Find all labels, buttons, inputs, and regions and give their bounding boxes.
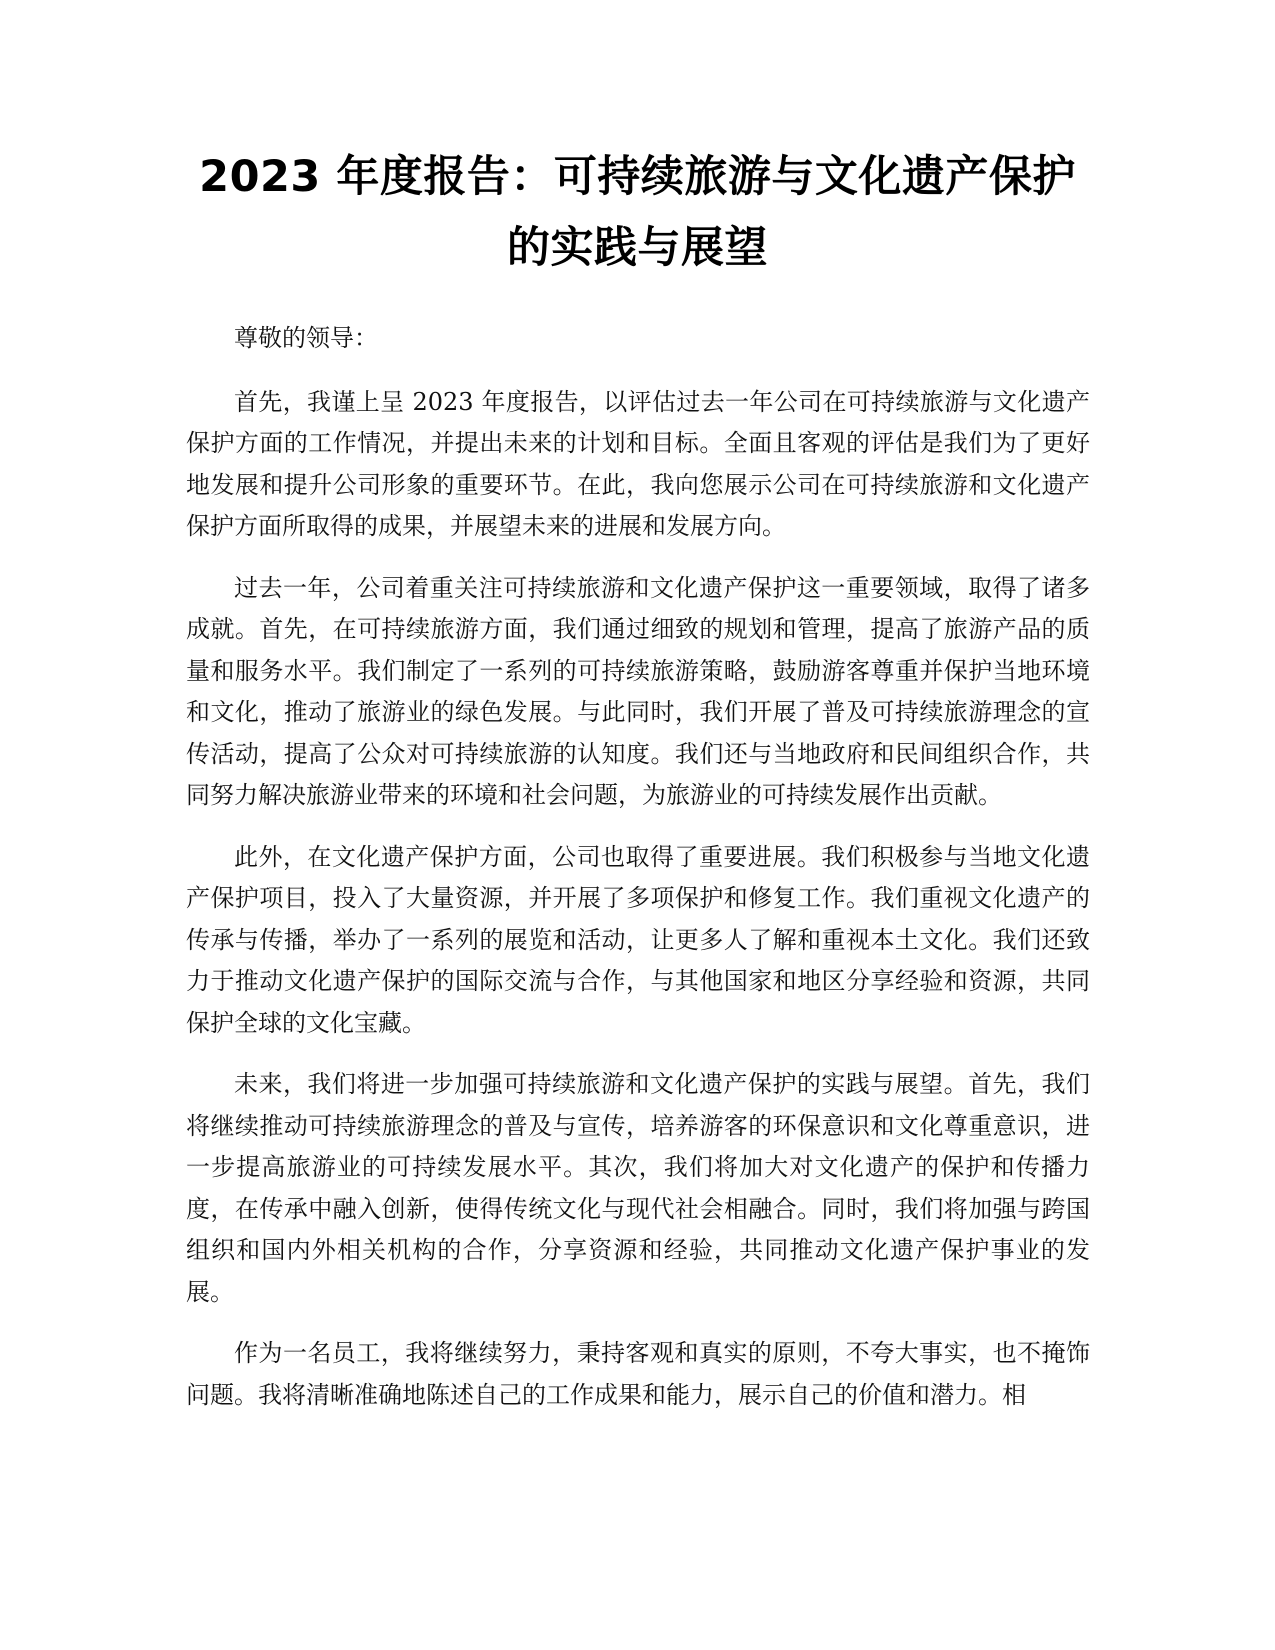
document-body [186, 318, 1090, 1436]
paragraph-future-plans: 未来，我们将进一步加强可持续旅游和文化遗产保护的实践与展望。首先，我们将继续推动可持续旅游理念的普及与宣传，培养游客的环保意识和文化尊重意识，进一步提高旅游业的可持续发展水平。其次，我们将加大对文化遗产的保护和传播力度，在传承中融入创新，使得传统文化与现代社会相融合。同时，我们将加强与跨国组织和国内外相关机构的合作，分享资源和经验，共同推动文化遗产保护事业的发展。 [186, 1070, 1090, 1306]
paragraph-intro: 首先，我谨上呈 2023 年度报告，以评估过去一年公司在可持续旅游与文化遗产保护方面的工作情况，并提出未来的计划和目标。全面且客观的评估是我们为了更好地发展和提升公司形象的重要环节。在此，我向您展示公司在可持续旅游和文化遗产保护方面所取得的成果，并展望未来的进展和发展方向。 [186, 387, 1090, 540]
paragraph-achievements-tourism: 过去一年，公司着重关注可持续旅游和文化遗产保护这一重要领域，取得了诸多成就。首先，在可持续旅游方面，我们通过细致的规划和管理，提高了旅游产品的质量和服务水平。我们制定了一系列的可持续旅游策略，鼓励游客尊重并保护当地环境和文化，推动了旅游业的绿色发展。与此同时，我们开展了普及可持续旅游理念的宣传活动，提高了公众对可持续旅游的认知度。我们还与当地政府和民间组织合作，共同努力解决旅游业带来的环境和社会问题，为旅游业的可持续发展作出贡献。 [186, 573, 1090, 809]
title-line-1: 2023 年度报告：可持续旅游与文化遗产保护 [199, 152, 1076, 202]
paragraph-employee-statement: 作为一名员工，我将继续努力，秉持客观和真实的原则，不夸大事实，也不掩饰问题。我将清晰准确地陈述自己的工作成果和能力，展示自己的价值和潜力。相 [186, 1339, 1090, 1409]
paragraph-achievements-heritage: 此外，在文化遗产保护方面，公司也取得了重要进展。我们积极参与当地文化遗产保护项目，投入了大量资源，并开展了多项保护和修复工作。我们重视文化遗产的传承与传播，举办了一系列的展览和活动，让更多人了解和重视本土文化。我们还致力于推动文化遗产保护的国际交流与合作，与其他国家和地区分享经验和资源，共同保护全球的文化宝藏。 [186, 842, 1090, 1037]
document-title [150, 142, 1125, 284]
salutation: 尊敬的领导： [234, 324, 378, 352]
title-line-2: 的实践与展望 [507, 223, 768, 273]
